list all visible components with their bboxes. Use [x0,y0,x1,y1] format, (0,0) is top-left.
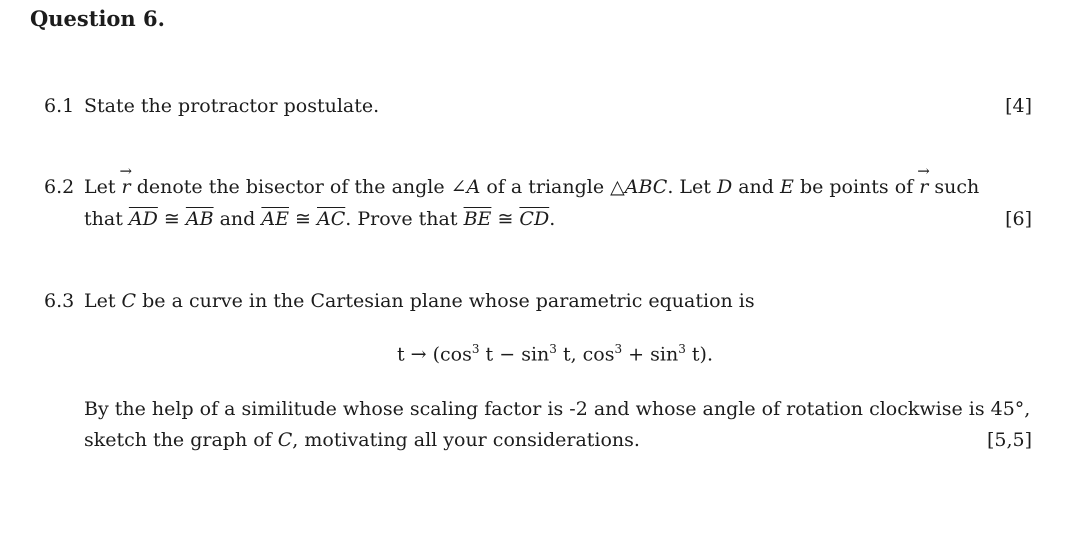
question-text: State the protractor postulate. [84,95,380,117]
question-number: 6.3 [44,290,75,312]
text-segment: be points of [799,176,914,198]
segment-ae: $\overline{AE}$ [261,208,289,230]
question-title: Question 6. [30,6,165,31]
math-var: E [780,176,794,198]
parametric-equation [0,342,1080,365]
text-segment: of a triangle △ [486,176,625,198]
question-6-3-body-line-1: By the help of a similitude whose scaling factor is -2 and whose angle of rotation clockwise is 45°, [84,398,1031,420]
text-segment: and [738,176,774,198]
question-6-3-intro [44,290,755,312]
text-segment: . [549,208,556,230]
equation-part: t, cos [556,343,615,366]
text-segment: , motivating all your considerations. [292,429,640,451]
segment-ac: $\overline{AC}$ [317,208,346,230]
congruent-symbol: ≅ [163,208,180,230]
congruent-symbol: ≅ [497,208,514,230]
marks-6-1: [4] [1005,95,1032,117]
equation-part: t). [685,343,713,366]
text-segment: Let [84,176,116,198]
segment-cd: $\overline{CD}$ [519,208,550,230]
exponent: 3 [549,342,557,356]
vector-r: → r [919,176,928,198]
text-segment: and [219,208,256,230]
math-var: D [716,176,733,198]
question-6-1 [44,95,379,117]
marks-6-3: [5,5] [986,429,1032,451]
question-number: 6.1 [44,95,75,117]
question-number: 6.2 [44,176,75,198]
exponent: 3 [678,342,686,356]
equation-part: t → (cos [396,343,472,366]
text-segment: . Prove that [345,208,458,230]
segment-be: $\overline{BE}$ [463,208,492,230]
math-var: ABC [624,176,668,198]
math-var: A [466,176,481,198]
marks-6-2: [6] [1005,208,1032,230]
math-var: C [121,290,137,312]
segment-ab: $\overline{AB}$ [185,208,214,230]
text-segment: denote the bisector of the angle ∠ [136,176,467,198]
math-var: C [277,429,293,451]
text-segment: . Let [667,176,711,198]
text-segment: sketch the graph of [84,429,272,451]
equation-part: + sin [622,343,679,366]
exponent: 3 [614,342,623,356]
text-segment: be a curve in the Cartesian plane whose parametric equation is [142,290,755,312]
segment-ad: $\overline{AD}$ [128,208,158,230]
text-segment: Let [84,290,116,312]
equation-part: t − sin [479,343,550,366]
vector-r: → r [122,176,131,198]
question-6-2-line-1 [44,176,979,198]
text-segment: that [84,208,123,230]
exponent: 3 [471,342,480,356]
congruent-symbol: ≅ [295,208,311,230]
text-segment: such [934,176,980,198]
question-6-2-line-2 [84,208,555,230]
question-6-3-body-line-2 [84,429,640,451]
